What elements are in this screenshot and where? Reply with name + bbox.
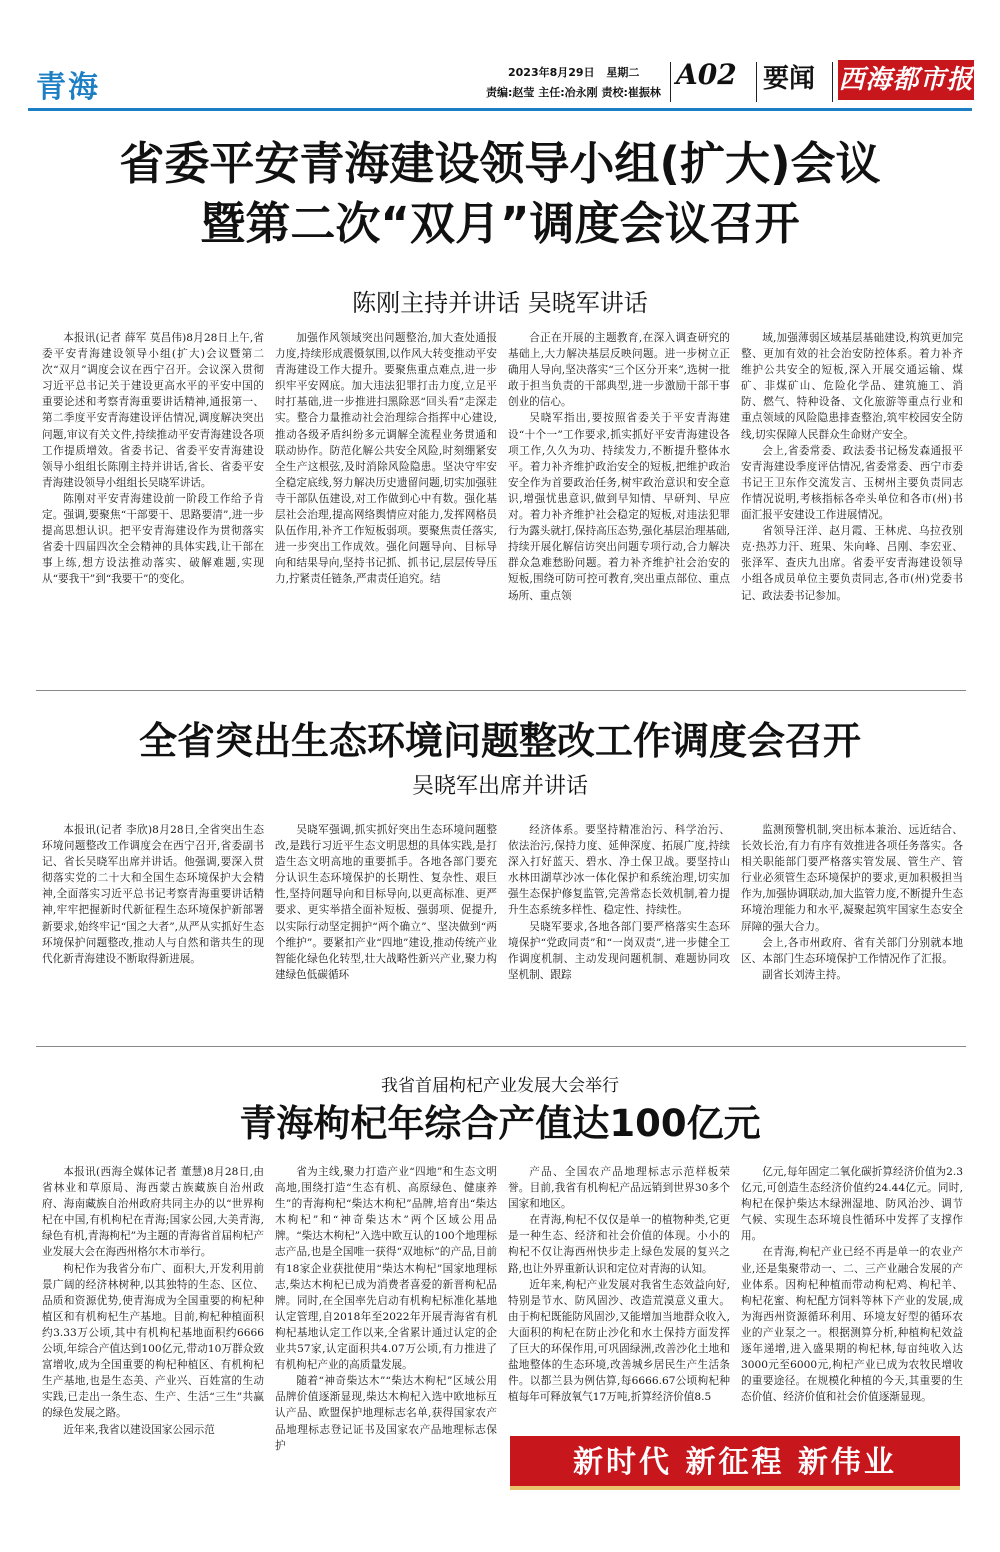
article1-column bbox=[42, 330, 264, 662]
paragraph: 陈刚对平安青海建设前一阶段工作给予肯定。强调,要聚焦“干部要干、思路要清”,进一步提高思想认识。把平安青海建设作为贯彻落实省委十四届四次全会精神的具体实践,让干部在事上练,想方设法推动落实、破解难题,实现从“要我干”到“我要干”的变化。 bbox=[42, 492, 264, 586]
article3-column bbox=[275, 1164, 497, 1524]
paragraph: 随着“神奇柴达木”“柴达木枸杞”区域公用品牌价值逐渐显现,柴达木枸杞入选中欧地标互认产品、欧盟保护地理标志名单,获得国家农产品地理标志登记证书及国家农产品地理标志保护 bbox=[275, 1375, 497, 1452]
slogan-banner bbox=[510, 1436, 960, 1490]
paragraph: 产品、全国农产品地理标志示范样板荣誉。目前,我省有机枸杞产品远销到世界30多个国家和地区。 bbox=[508, 1166, 730, 1211]
newspaper-logo: 西海都市报 bbox=[838, 60, 974, 100]
article1-column bbox=[275, 330, 497, 662]
section-divider bbox=[36, 690, 966, 691]
masthead bbox=[28, 58, 972, 110]
article3-column bbox=[741, 1164, 963, 1430]
article3-kicker: 我省首届枸杞产业发展大会举行 bbox=[381, 1076, 619, 1096]
paragraph: 合正在开展的主题教育,在深入调查研究的基础上,大力解决基层反映问题。进一步树立正确用人导向,坚决落实“三个区分开来”,选树一批敢于担当负责的干部典型,进一步激励干部干事创业的信心。 bbox=[508, 332, 730, 409]
paragraph: 枸杞作为我省分布广、面积大,开发利用前景广阔的经济林树种,以其独特的生态、区位、品质和资源优势,使青海成为全国重要的枸杞种植区和有机枸杞生产基地。目前,枸杞种植面积约3.33万公顷,其中有机枸杞基地面积约6666公顷,年综合产值达到100亿元,带动10万群众致富增收,成为全国重要的枸杞种植区、有机枸杞生产基地,也是生态美、产业兴、百姓富的生动实践,已走出一条生态、生产、生活“三生”共赢的绿色发展之路。 bbox=[42, 1262, 264, 1420]
paragraph: 吴晓军要求,各地各部门要严格落实生态环境保护“党政同责”和“一岗双责”,进一步健全工作调度机制、主动发现问题机制、难题协同攻坚机制、跟踪 bbox=[508, 920, 730, 981]
paragraph: 在青海,枸杞不仅仅是单一的植物种类,它更是一种生态、经济和社会价值的体现。小小的枸杞不仅让海西州快步走上绿色发展的复兴之路,也让外界重新认识和定位对青海的认知。 bbox=[508, 1214, 730, 1275]
article2-column bbox=[275, 822, 497, 1022]
date-text: 2023年8月29日 bbox=[508, 66, 595, 79]
paragraph: 经济体系。要坚持精准治污、科学治污、依法治污,保持力度、延伸深度、拓展广度,持续深入打好蓝天、碧水、净土保卫战。要坚持山水林田湖草沙冰一体化保护和系统治理,切实加强生态保护修复监管,完善常态长效机制,着力提升生态系统多样性、稳定性、持续性。 bbox=[508, 824, 730, 917]
paragraph: 副省长刘涛主持。 bbox=[762, 968, 847, 981]
paragraph: 本报讯(记者 李欣)8月28日,全省突出生态环境问题整改工作调度会在西宁召开,省委副书记、省长吴晓军出席并讲话。他强调,要深入贯彻落实党的二十大和全国生态环境保护大会精神,全面落实习近平总书记考察青海重要讲话精神,牢牢把握新时代新征程生态环境保护新部署新要求,始终牢记“国之大者”,从严从实抓好生态环境保护问题整改,推动人与自然和谐共生的现代化新青海建设不断取得新进展。 bbox=[42, 824, 264, 965]
divider bbox=[756, 62, 757, 102]
banner-stripe bbox=[510, 1486, 960, 1490]
paragraph: 吴晓军强调,抓实抓好突出生态环境问题整改,是践行习近平生态文明思想的具体实践,是打造生态文明高地的重要抓手。各地各部门要充分认识生态环境保护的长期性、复杂性、艰巨性,坚持问题导向和目标导向,以更高标准、更严要求、更实举措全面补短板、强弱项、促提升,以实际行动坚定拥护“两个确立”、坚决做到“两个维护”。要紧扣产业“四地”建设,推动传统产业智能化绿色化转型,壮大战略性新兴产业,聚力构建绿色低碳循环 bbox=[275, 824, 497, 981]
article1-title-line2: 暨第二次“双月”调度会议召开 bbox=[200, 197, 800, 250]
paragraph: 吴晓军指出,要按照省委关于平安青海建设“十个一”工作要求,抓实抓好平安青海建设各项工作,久久为功、持续发力,不断提升整体水平。着力补齐维护政治安全的短板,把维护政治安全作为首要政治任务,树牢政治意识和安全意识,增强忧患意识,做到早知情、早研判、早应对。着力补齐维护社会稳定的短板,对违法犯罪行为露头就打,保持高压态势,强化基层治理基础,持续开展化解信访突出问题专项行动,合力解决群众急难愁盼问题。着力补齐维护社会治安的短板,围绕可防可控可教育,突出重点部位、重点场所、重点领 bbox=[508, 412, 730, 602]
paragraph: 近年来,枸杞产业发展对我省生态效益向好,特别是节水、防风固沙、改造荒漠意义重大。由于枸杞既能防风固沙,又能增加当地群众收入,大面积的枸杞在防止沙化和水土保持方面发挥了巨大的环保作用,可巩固绿洲,改善沙化土地和盐地整体的生态环境,改善城乡居民生产生活条件。以都兰县为例估算,每6666.67公顷枸杞种植每年可释放氧气17万吨,折算经济价值8.5 bbox=[508, 1278, 730, 1404]
divider bbox=[832, 62, 833, 102]
paragraph: 省为主线,聚力打造产业“四地”和生态文明高地,围绕打造“生态有机、高原绿色、健康养生”的青海枸杞“柴达木枸杞”品牌,培育出“柴达木枸杞”和“神奇柴达木”两个区域公用品牌。“柴达木枸杞”入选中欧互认的100个地理标志产品,也是全国唯一获得“双地标”的产品,目前有18家企业获批使用“柴达木枸杞”国家地理标志,柴达木枸杞已成为消费者喜爱的新晋枸杞品牌。同时,在全国率先启动有机枸杞标准化基地认定管理,自2018年至2022年开展青海省有机枸杞基地认定工作以来,全省累计通过认定的企业共57家,认定面积共4.07万公顷,有力推进了有机枸杞产业的高质量发展。 bbox=[275, 1166, 497, 1372]
slogan-text: 新时代 新征程 新伟业 bbox=[573, 1445, 897, 1480]
paragraph: 监测预警机制,突出标本兼治、远近结合、长效长治,有力有序有效推进各项任务落实。各相关职能部门要严格落实管发展、管生产、管行业必须管生态环境保护的要求,更加积极担当作为,加强协调联动,加大监管力度,不断提升生态环境治理能力和水平,凝聚起筑牢国家生态安全屏障的强大合力。 bbox=[741, 824, 963, 933]
paragraph: 会上,省委常委、政法委书记杨发森通报平安青海建设季度评估情况,省委常委、西宁市委书记王卫东作交流发言、玉树州主要负责同志作情况说明,考核指标各牵头单位和各市(州)书面汇报平安建设工作进展情况。 bbox=[741, 444, 963, 522]
article3-column bbox=[42, 1164, 264, 1524]
article1-title-line1: 省委平安青海建设领导小组(扩大)会议 bbox=[119, 137, 881, 190]
issue-date bbox=[508, 64, 647, 80]
paragraph: 加强作风领域突出问题整治,加大查处通报力度,持续形成震慑氛围,以作风大转变推动平安青海建设工作大提升。要聚焦重点难点,进一步织牢平安网底。加大违法犯罪打击力度,立足平时打基础,进一步推进扫黑除恶“回头看”走深走实。整合力量推动社会治理综合指挥中心建设,推动各级矛盾纠纷多元调解全流程业务贯通和联动协作。防范化解公共安全风险,时刻绷紧安全生产这根弦,及时消除风险隐患。坚决守牢安全稳定底线,努力解决历史遗留问题,切实加强驻寺干部队伍建设,对工作做到心中有数。强化基层社会治理,提高网络舆情应对能力,发挥网格员队伍作用,补齐工作短板弱项。要聚焦责任落实,进一步突出工作成效。强化问题导向、目标导向和结果导向,坚持书记抓、抓书记,层层传导压力,拧紧责任链条,严肃责任追究。结 bbox=[275, 332, 497, 586]
region-label: 青海 bbox=[36, 70, 100, 105]
paragraph: 亿元,每年固定二氧化碳折算经济价值为2.3亿元,可创造生态经济价值约24.44亿元。同时,枸杞在保护柴达木绿洲湿地、防风治沙、调节气候、实现生态环境良性循环中发挥了支撑作用。 bbox=[741, 1166, 963, 1243]
article2-column bbox=[508, 822, 730, 1022]
paragraph: 本报讯(记者 薛军 莫昌伟)8月28日上午,省委平安青海建设领导小组(扩大)会议暨第二次“双月”调度会议在西宁召开。会议深入贯彻习近平总书记关于建设更高水平的平安中国的重要论述和考察青海重要讲话精神,通报第一、第二季度平安青海建设评估情况,调度解决突出问题,审议有关文件,持续推动平安青海建设各项工作提质增效。省委书记、省委平安青海建设领导小组组长陈刚主持并讲话,省长、省委平安青海建设领导小组组长吴晓军讲话。 bbox=[42, 332, 264, 489]
article3-title: 青海枸杞年综合产值达100亿元 bbox=[239, 1102, 761, 1145]
header-rule bbox=[28, 108, 972, 111]
page-number: A02 bbox=[676, 58, 737, 91]
article3-column bbox=[508, 1164, 730, 1430]
article1-subtitle: 陈刚主持并讲话 吴晓军讲话 bbox=[352, 289, 648, 317]
section-divider bbox=[36, 1046, 966, 1047]
section-name: 要闻 bbox=[763, 64, 816, 94]
editors-line: 责编:赵莹 主任:冶永刚 责校:崔振林 bbox=[486, 86, 661, 99]
article1-column bbox=[741, 330, 963, 662]
paragraph: 省领导汪洋、赵月霞、王林虎、乌拉孜别克·热苏力汗、班果、朱向峰、吕刚、李宏亚、张泽军、查庆九出席。省委平安青海建设领导小组各成员单位主要负责同志,各市(州)党委书记、政法委书记参加。 bbox=[741, 525, 963, 602]
article2-column bbox=[741, 822, 963, 1022]
paragraph: 域,加强薄弱区域基层基础建设,构筑更加完整、更加有效的社会治安防控体系。着力补齐维护公共安全的短板,深入开展交通运输、煤矿、非煤矿山、危险化学品、建筑施工、消防、燃气、特种设备、文化旅游等重点行业和重点领域的风险隐患排查整治,筑牢校园安全防线,切实保障人民群众生命财产安全。 bbox=[741, 332, 963, 441]
weekday-text: 星期二 bbox=[606, 66, 640, 79]
article1-column bbox=[508, 330, 730, 662]
divider bbox=[670, 62, 671, 102]
article2-subtitle: 吴晓军出席并讲话 bbox=[411, 774, 588, 799]
paragraph: 在青海,枸杞产业已经不再是单一的农业产业,还是集聚带动一、二、三产业融合发展的产业体系。因枸杞种植而带动枸杞鸡、枸杞羊、枸杞花蜜、枸杞配方饲料等林下产业的发展,成为海西州资源循环利用、环境友好型的循环农业的产业泵之一。根据测算分析,种植枸杞效益逐年递增,进入盛果期的枸杞林,每亩纯收入达3000元至6000元,枸杞产业已成为农牧民增收的重要途径。在规模化种植的今天,其重要的生态价值、经济价值和社会价值逐渐显现。 bbox=[741, 1246, 963, 1404]
paragraph: 会上,各市州政府、省有关部门分别就本地区、本部门生态环境保护工作情况作了汇报。 bbox=[741, 936, 963, 965]
article2-column bbox=[42, 822, 264, 1022]
paragraph: 本报讯(西海全媒体记者 董慧)8月28日,由省林业和草原局、海西蒙古族藏族自治州政府、海南藏族自治州政府共同主办的以“世界枸杞在中国,有机枸杞在青海;国家公园,大美青海,绿色有机,青海枸杞”为主题的青海省首届枸杞产业发展大会在海西州格尔木市举行。 bbox=[42, 1166, 264, 1259]
article2-title: 全省突出生态环境问题整改工作调度会召开 bbox=[138, 719, 861, 763]
paragraph: 近年来,我省以建设国家公园示范 bbox=[63, 1423, 215, 1436]
